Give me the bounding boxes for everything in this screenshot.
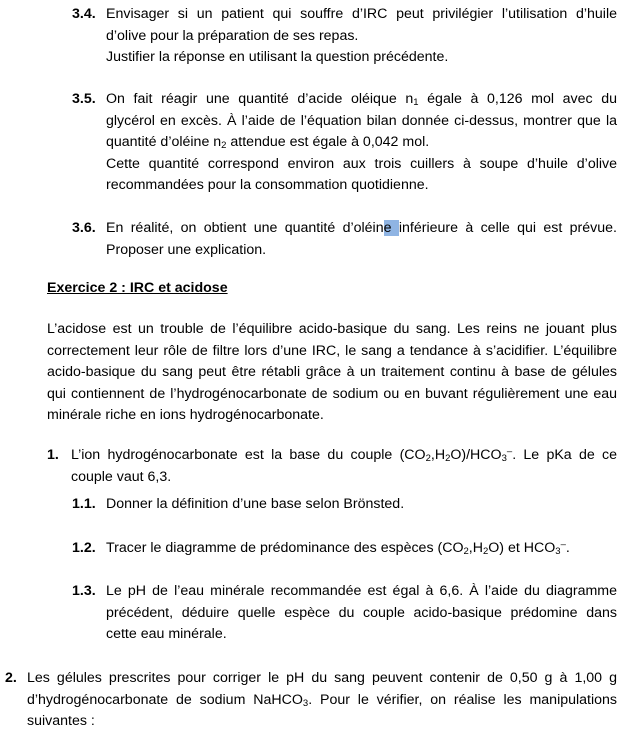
text-selection-highlight[interactable]: e [383, 220, 399, 236]
question-number-2: 2. [5, 670, 17, 686]
question-text-line: Donner la définition d’une base selon Brönsted. [106, 496, 405, 512]
question-1-1 [106, 494, 617, 516]
question-text-line: En réalité, on obtient une quantité d’oléine inférieure à celle qui est prévue. [106, 220, 617, 236]
question-text-line: précédent, déduire quelle espèce du couple acido-basique prédomine dans [106, 604, 617, 621]
question-number-3-4: 3.4. [72, 6, 96, 22]
question-text-line: Justifier la réponse en utilisant la question précédente. [106, 49, 449, 65]
question-text-line: quantité d’oléine $n_2$ attendue est égale à 0,042 mol. [106, 134, 430, 151]
question-text-line: L’ion hydrogénocarbonate est la base du couple $(CO_2,H_2O)/HCO_3^-$. Le pKa de ce [71, 446, 618, 464]
question-number-1-2: 1.2. [72, 540, 96, 556]
question-text-line: Le pH de l’eau minérale recommandée est égal à 6,6. À l’aide du diagramme [106, 583, 617, 599]
question-1-2 [106, 538, 617, 560]
paragraph-line: qui contiennent de l’hydrogénocarbonate de sodium ou en buvant régulièrement une eau [47, 385, 617, 402]
question-number-1-1: 1.1. [72, 496, 96, 512]
question-number-1-3: 1.3. [72, 583, 96, 599]
question-text-line: d’hydrogénocarbonate de sodium NaHCO$_3$. Pour le vérifier, on réalise les manipulations [27, 691, 618, 709]
question-text-line: On fait réagir une quantité d’acide oléique $n_1$ égale à 0,126 mol avec du [106, 91, 617, 108]
question-text-line: Cette quantité correspond environ aux trois cuillers à soupe d’huile d’olive [106, 155, 617, 172]
question-text-line: Les gélules prescrites pour corriger le pH du sang peuvent contenir de 0,50 g à 1,00 g [27, 670, 617, 686]
question-3-4 [106, 4, 617, 69]
question-3-6 [106, 218, 617, 261]
question-text-line: suivantes : [27, 713, 95, 729]
question-text-line: cette eau minérale. [106, 626, 227, 642]
question-3-5 [106, 89, 617, 197]
paragraph-line: acido-basique du sang peut être rétabli grâce à un traitement continu à base de gélules [47, 364, 617, 380]
question-text-line: Tracer le diagramme de prédominance des espèces $(CO_2,H_2O)$ et $HCO_3^-$. [106, 539, 570, 557]
question-text-line: d’olive pour la préparation de ses repas. [106, 27, 359, 44]
question-text-line: glycérol en excès. À l’aide de l’équation bilan donnée ci-dessus, montrer que la [106, 112, 617, 129]
question-number-3-5: 3.5. [72, 91, 96, 107]
question-text-line: Proposer une explication. [106, 241, 267, 258]
question-1-3 [106, 581, 617, 646]
question-text-line: recommandées pour la consommation quotidienne. [106, 177, 429, 193]
paragraph-line: correctement leur rôle de filtre lors d’une IRC, le sang a tendance à s’acidifier. L’équilibre [47, 342, 617, 359]
paragraph-line: L’acidose est un trouble de l’équilibre acido-basique du sang. Les reins ne jouant plus [47, 321, 617, 337]
question-text-line: Envisager si un patient qui souffre d’IRC peut privilégier l’utilisation d’huile [106, 6, 617, 22]
exercise-title: Exercice 2 : IRC et acidose [47, 280, 228, 296]
question-number-1: 1. [47, 447, 59, 463]
question-text-line: couple vaut 6,3. [71, 468, 172, 485]
question-1 [71, 445, 617, 488]
exercise-intro-paragraph [47, 319, 617, 427]
question-number-3-6: 3.6. [72, 220, 96, 236]
question-2 [27, 668, 617, 733]
paragraph-line: minérale riche en ions hydrogénocarbonate. [47, 407, 324, 423]
